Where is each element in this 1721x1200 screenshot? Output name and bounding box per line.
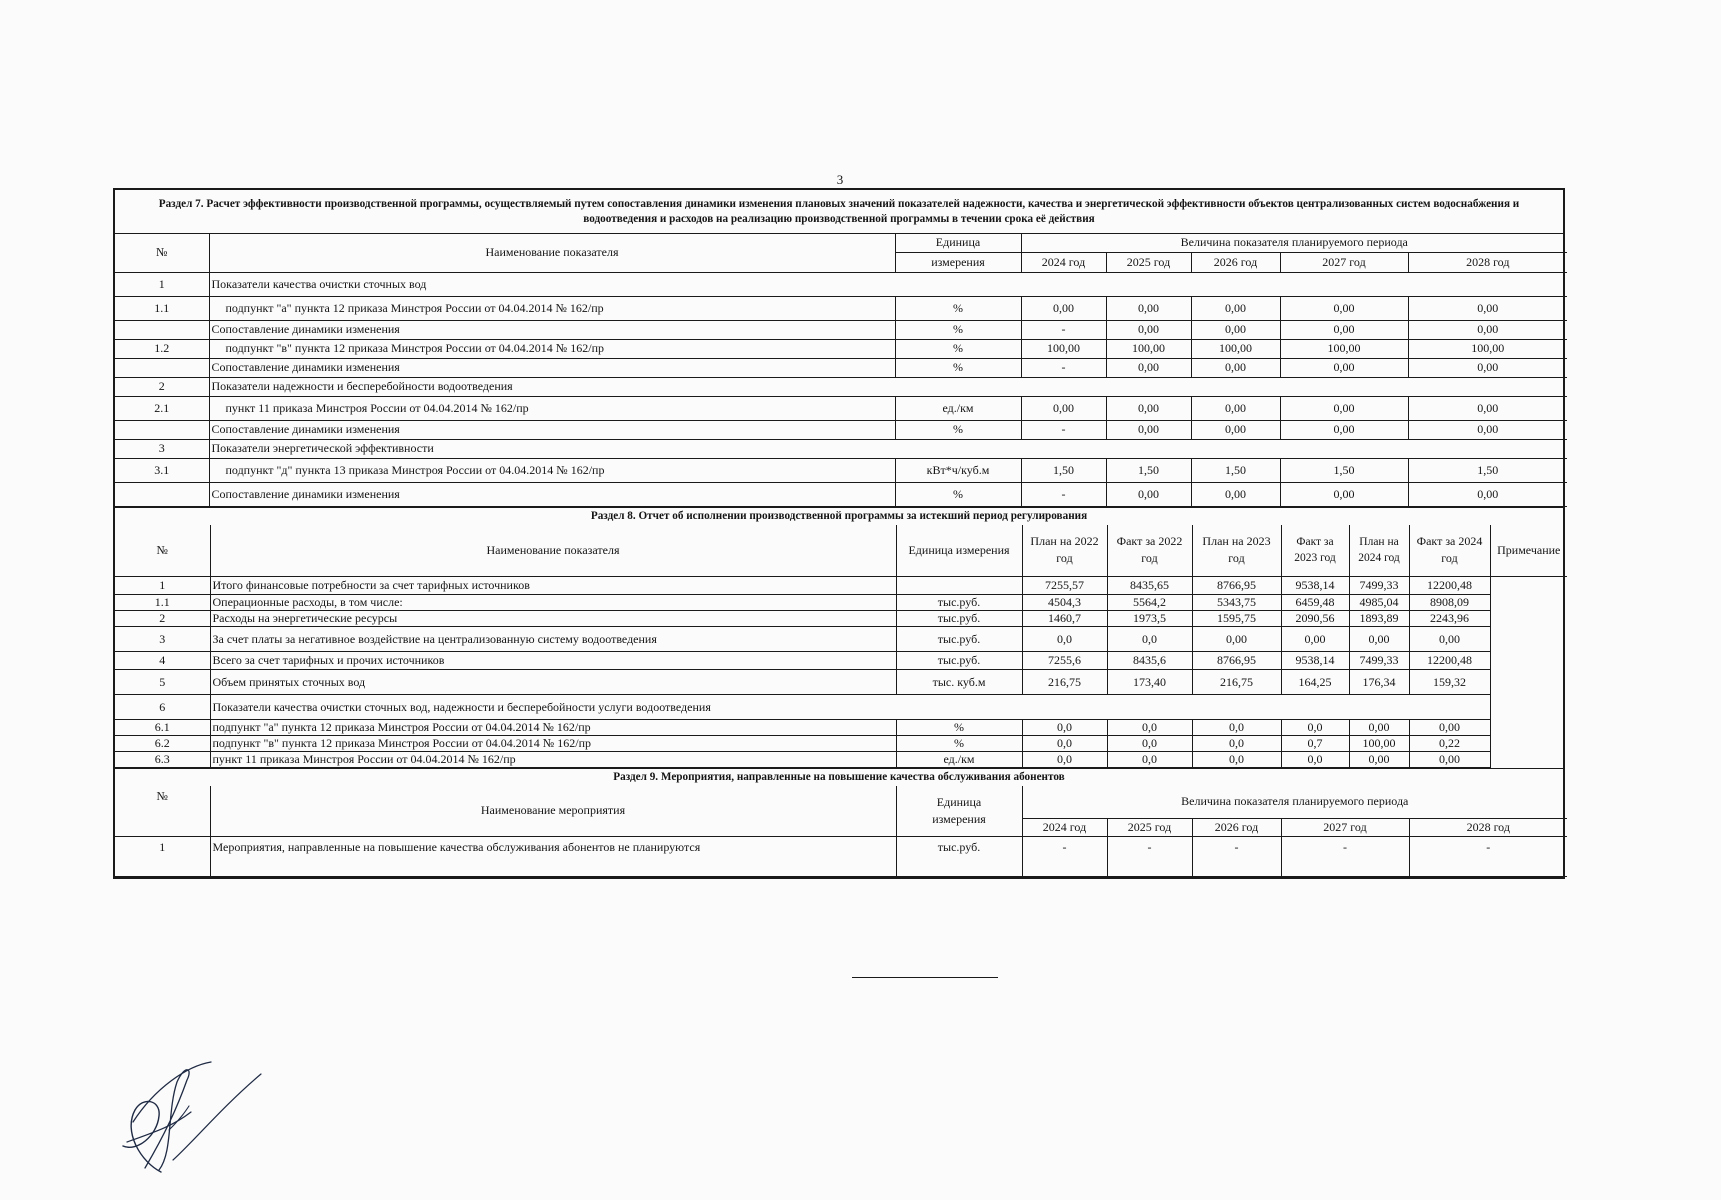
row-value: 1,50 [1106, 458, 1191, 482]
section7-header [115, 234, 1567, 272]
row-value: 5564,2 [1107, 595, 1192, 611]
table-row-group [115, 439, 1567, 458]
row-number: 3 [115, 627, 210, 652]
row-unit: тыс.руб. [896, 652, 1022, 670]
row-value: 0,00 [1106, 396, 1191, 420]
row-name: Мероприятия, направленные на повышение качества обслуживания абонентов не планируются [210, 836, 896, 876]
column-header-unit: Единица [895, 234, 1021, 252]
row-value: 0,00 [1191, 482, 1280, 506]
row-value: 2090,56 [1281, 611, 1349, 627]
row-unit: % [895, 320, 1021, 339]
row-unit: % [895, 420, 1021, 439]
row-number: 6.1 [115, 720, 210, 736]
row-value: 0,00 [1280, 482, 1408, 506]
row-value: 0,00 [1409, 752, 1490, 768]
row-value: 100,00 [1021, 339, 1106, 358]
row-value: 176,34 [1349, 670, 1409, 695]
column-header-plan-2023: План на 2023 год [1192, 525, 1281, 577]
row-value: 8766,95 [1192, 577, 1281, 595]
row-name: Показатели энергетической эффективности [209, 439, 1567, 458]
table-row [115, 458, 1567, 482]
row-value: 0,0 [1281, 720, 1349, 736]
row-value: 0,00 [1409, 627, 1490, 652]
column-header-name: Наименование показателя [209, 234, 895, 272]
row-value: 0,0 [1192, 720, 1281, 736]
row-value: 164,25 [1281, 670, 1349, 695]
row-value: 1,50 [1191, 458, 1280, 482]
column-header-num: № [115, 525, 210, 577]
row-value: 1460,7 [1022, 611, 1107, 627]
row-value: 0,00 [1408, 358, 1567, 377]
row-value: - [1107, 836, 1192, 876]
row-value: 100,00 [1349, 736, 1409, 752]
row-number: 1.1 [115, 296, 209, 320]
row-number: 5 [115, 670, 210, 695]
row-value: 0,00 [1349, 720, 1409, 736]
row-value: - [1021, 420, 1106, 439]
row-number: 2.1 [115, 396, 209, 420]
row-name: пункт 11 приказа Минстроя России от 04.04.2014 № 162/пр [209, 396, 895, 420]
table-row [115, 670, 1567, 695]
row-value: 0,00 [1106, 320, 1191, 339]
handwritten-signature [115, 1060, 265, 1175]
row-name: Сопоставление динамики изменения [209, 358, 895, 377]
table-row [115, 577, 1567, 595]
column-header-num: № [115, 234, 209, 272]
row-unit: тыс.руб. [896, 627, 1022, 652]
row-value: 0,00 [1280, 296, 1408, 320]
row-value: 7255,57 [1022, 577, 1107, 595]
column-header-name: Наименование показателя [210, 525, 896, 577]
row-value: 0,0 [1022, 736, 1107, 752]
row-value: 6459,48 [1281, 595, 1349, 611]
section7-title: Раздел 7. Расчет эффективности производственной программы, осуществляемый путем сопоставления динамики изменения плановых значений показателей надежности, качества и энергетической эффективности объектов централизованных систем водоснабжения и водоотведения и расходов на реализацию производственной программы в течении срока её действия [115, 190, 1563, 234]
row-name: Показатели качества очистки сточных вод, надежности и бесперебойности услуги водоотведения [210, 695, 1490, 720]
document-frame [113, 188, 1565, 879]
column-header-year: 2024 год [1022, 818, 1107, 836]
row-name: Операционные расходы, в том числе: [210, 595, 896, 611]
column-header-name: Наименование мероприятия [210, 786, 896, 836]
row-value: 0,00 [1280, 420, 1408, 439]
row-value: 0,00 [1021, 296, 1106, 320]
row-name: Всего за счет тарифных и прочих источников [210, 652, 896, 670]
row-number: 1.2 [115, 339, 209, 358]
row-name: подпункт "д" пункта 13 приказа Минстроя России от 04.04.2014 № 162/пр [209, 458, 895, 482]
table-row [115, 611, 1567, 627]
row-value: 100,00 [1280, 339, 1408, 358]
row-value: 0,00 [1280, 358, 1408, 377]
row-value: 0,00 [1408, 482, 1567, 506]
row-value: 1,50 [1408, 458, 1567, 482]
row-name: Итого финансовые потребности за счет тарифных источников [210, 577, 896, 595]
row-value: 9538,14 [1281, 652, 1349, 670]
column-header-plan-2024: План на 2024 год [1349, 525, 1409, 577]
note-cell [1490, 577, 1567, 768]
row-name: подпункт "в" пункта 12 приказа Минстроя России от 04.04.2014 № 162/пр [209, 339, 895, 358]
row-name: Показатели надежности и бесперебойности водоотведения [209, 377, 1567, 396]
column-header-unit-line2: измерения [895, 252, 1021, 272]
row-value: 0,00 [1106, 296, 1191, 320]
row-value: 7255,6 [1022, 652, 1107, 670]
row-value: 0,00 [1280, 320, 1408, 339]
row-name: За счет платы за негативное воздействие на централизованную систему водоотведения [210, 627, 896, 652]
table-row [115, 420, 1567, 439]
section9-title: Раздел 9. Мероприятия, направленные на повышение качества обслуживания абонентов [115, 768, 1563, 786]
row-value: 1,50 [1021, 458, 1106, 482]
row-number: 4 [115, 652, 210, 670]
column-header-year: 2028 год [1409, 818, 1567, 836]
column-header-year: 2028 год [1408, 252, 1567, 272]
table-row [115, 339, 1567, 358]
row-value: 4504,3 [1022, 595, 1107, 611]
section8-table [115, 525, 1567, 769]
row-value: 100,00 [1408, 339, 1567, 358]
row-name: Сопоставление динамики изменения [209, 420, 895, 439]
row-value: 0,00 [1349, 627, 1409, 652]
row-value: 0,00 [1192, 627, 1281, 652]
row-name: Расходы на энергетические ресурсы [210, 611, 896, 627]
table-row [115, 482, 1567, 506]
page-number: 3 [836, 172, 844, 187]
row-value: 216,75 [1192, 670, 1281, 695]
row-unit [896, 577, 1022, 595]
row-unit: тыс. куб.м [896, 670, 1022, 695]
column-header-fact-2023: Факт за 2023 год [1281, 525, 1349, 577]
row-name: Показатели качества очистки сточных вод [209, 272, 1567, 296]
table-row [115, 320, 1567, 339]
row-number: 6.2 [115, 736, 210, 752]
row-number: 3 [115, 439, 209, 458]
row-value: 0,00 [1408, 396, 1567, 420]
column-header-num: № [115, 786, 210, 836]
section8-title: Раздел 8. Отчет об исполнении производственной программы за истекший период регулирования [115, 507, 1563, 525]
row-value: 0,7 [1281, 736, 1349, 752]
row-value: 0,00 [1191, 396, 1280, 420]
column-header-year: 2027 год [1280, 252, 1408, 272]
column-header-year: 2025 год [1106, 252, 1191, 272]
column-header-period: Величина показателя планируемого периода [1021, 234, 1567, 252]
table-row [115, 296, 1567, 320]
row-value: 0,0 [1281, 752, 1349, 768]
row-unit: % [896, 720, 1022, 736]
row-number [115, 358, 209, 377]
row-value: 0,00 [1409, 720, 1490, 736]
table-row [115, 595, 1567, 611]
row-unit: тыс.руб. [896, 611, 1022, 627]
row-value: 8435,6 [1107, 652, 1192, 670]
row-value: 8908,09 [1409, 595, 1490, 611]
row-value: 0,0 [1022, 752, 1107, 768]
row-value: 0,0 [1107, 720, 1192, 736]
row-value: 0,00 [1408, 320, 1567, 339]
column-header-plan-2022: План на 2022 год [1022, 525, 1107, 577]
row-value: 0,22 [1409, 736, 1490, 752]
row-value: 4985,04 [1349, 595, 1409, 611]
table-row-group [115, 377, 1567, 396]
row-value: - [1192, 836, 1281, 876]
row-number: 1 [115, 577, 210, 595]
row-unit: % [895, 339, 1021, 358]
row-value: 9538,14 [1281, 577, 1349, 595]
row-number: 2 [115, 611, 210, 627]
row-number: 1 [115, 272, 209, 296]
row-unit: % [895, 358, 1021, 377]
table-row [115, 752, 1567, 768]
column-header-note: Примечание [1490, 525, 1567, 577]
row-unit: % [895, 482, 1021, 506]
table-row [115, 652, 1567, 670]
row-value: 0,0 [1022, 627, 1107, 652]
row-value: 8766,95 [1192, 652, 1281, 670]
row-number [115, 320, 209, 339]
table-row [115, 736, 1567, 752]
row-value: 0,00 [1106, 358, 1191, 377]
row-unit: % [896, 736, 1022, 752]
column-header-fact-2024: Факт за 2024 год [1409, 525, 1490, 577]
row-name: подпункт "а" пункта 12 приказа Минстроя России от 04.04.2014 № 162/пр [209, 296, 895, 320]
row-number [115, 420, 209, 439]
row-number: 3.1 [115, 458, 209, 482]
column-header-year: 2027 год [1281, 818, 1409, 836]
row-name: подпункт "а" пункта 12 приказа Минстроя России от 04.04.2014 № 162/пр [210, 720, 896, 736]
table-row [115, 358, 1567, 377]
table-row [115, 720, 1567, 736]
row-value: - [1281, 836, 1409, 876]
row-value: 1973,5 [1107, 611, 1192, 627]
row-number: 2 [115, 377, 209, 396]
section7-table [115, 234, 1567, 507]
row-value: 2243,96 [1409, 611, 1490, 627]
table-row [115, 627, 1567, 652]
row-unit: тыс.руб. [896, 595, 1022, 611]
row-name: подпункт "в" пункта 12 приказа Минстроя России от 04.04.2014 № 162/пр [210, 736, 896, 752]
row-value: 0,00 [1191, 420, 1280, 439]
row-value: 0,0 [1022, 720, 1107, 736]
row-value: 0,00 [1280, 396, 1408, 420]
row-value: 159,32 [1409, 670, 1490, 695]
row-value: 0,00 [1408, 420, 1567, 439]
row-value: 7499,33 [1349, 577, 1409, 595]
row-value: 0,0 [1192, 736, 1281, 752]
row-value: 0,00 [1106, 420, 1191, 439]
column-header-year: 2026 год [1192, 818, 1281, 836]
row-value: 0,00 [1106, 482, 1191, 506]
row-value: 0,0 [1107, 627, 1192, 652]
row-value: 1893,89 [1349, 611, 1409, 627]
row-value: 0,0 [1107, 752, 1192, 768]
row-value: 0,00 [1191, 296, 1280, 320]
row-value: - [1021, 482, 1106, 506]
row-value: 173,40 [1107, 670, 1192, 695]
row-value: 12200,48 [1409, 652, 1490, 670]
column-header-unit: Единица измерения [896, 525, 1022, 577]
row-number: 1.1 [115, 595, 210, 611]
table-row-group [115, 272, 1567, 296]
row-value: 5343,75 [1192, 595, 1281, 611]
column-header-year: 2026 год [1191, 252, 1280, 272]
column-header-unit [896, 786, 1022, 836]
row-value: 0,00 [1191, 358, 1280, 377]
row-value: - [1021, 358, 1106, 377]
row-value: - [1022, 836, 1107, 876]
row-value: 1595,75 [1192, 611, 1281, 627]
row-name: Объем принятых сточных вод [210, 670, 896, 695]
row-unit: % [895, 296, 1021, 320]
row-value: 0,0 [1192, 752, 1281, 768]
row-unit: ед./км [896, 752, 1022, 768]
row-value: 0,00 [1349, 752, 1409, 768]
row-unit: ед./км [895, 396, 1021, 420]
row-number: 1 [115, 836, 210, 876]
section9-header [115, 786, 1567, 836]
row-value: 0,00 [1191, 320, 1280, 339]
row-value: 100,00 [1191, 339, 1280, 358]
closing-rule [852, 977, 998, 978]
row-value: 1,50 [1280, 458, 1408, 482]
column-header-period: Величина показателя планируемого периода [1022, 786, 1567, 818]
row-value: 0,00 [1021, 396, 1106, 420]
row-name: пункт 11 приказа Минстроя России от 04.04.2014 № 162/пр [210, 752, 896, 768]
column-header-unit-line2: измерения [932, 811, 986, 826]
table-row-group [115, 695, 1567, 720]
row-value: 8435,65 [1107, 577, 1192, 595]
row-unit: кВт*ч/куб.м [895, 458, 1021, 482]
table-row [115, 836, 1567, 876]
row-name: Сопоставление динамики изменения [209, 320, 895, 339]
row-value: 0,00 [1408, 296, 1567, 320]
row-name: Сопоставление динамики изменения [209, 482, 895, 506]
row-value: 216,75 [1022, 670, 1107, 695]
row-value: - [1409, 836, 1567, 876]
row-value: 7499,33 [1349, 652, 1409, 670]
row-number: 6.3 [115, 752, 210, 768]
column-header-year: 2024 год [1021, 252, 1106, 272]
column-header-fact-2022: Факт за 2022 год [1107, 525, 1192, 577]
column-header-unit-line1: Единица [936, 794, 982, 809]
row-value: 100,00 [1106, 339, 1191, 358]
row-unit: тыс.руб. [896, 836, 1022, 876]
row-value: 0,0 [1107, 736, 1192, 752]
row-number [115, 482, 209, 506]
row-number: 6 [115, 695, 210, 720]
section9-table [115, 786, 1567, 877]
table-row [115, 396, 1567, 420]
row-value: 12200,48 [1409, 577, 1490, 595]
row-value: - [1021, 320, 1106, 339]
row-value: 0,00 [1281, 627, 1349, 652]
column-header-year: 2025 год [1107, 818, 1192, 836]
section8-header [115, 525, 1567, 577]
